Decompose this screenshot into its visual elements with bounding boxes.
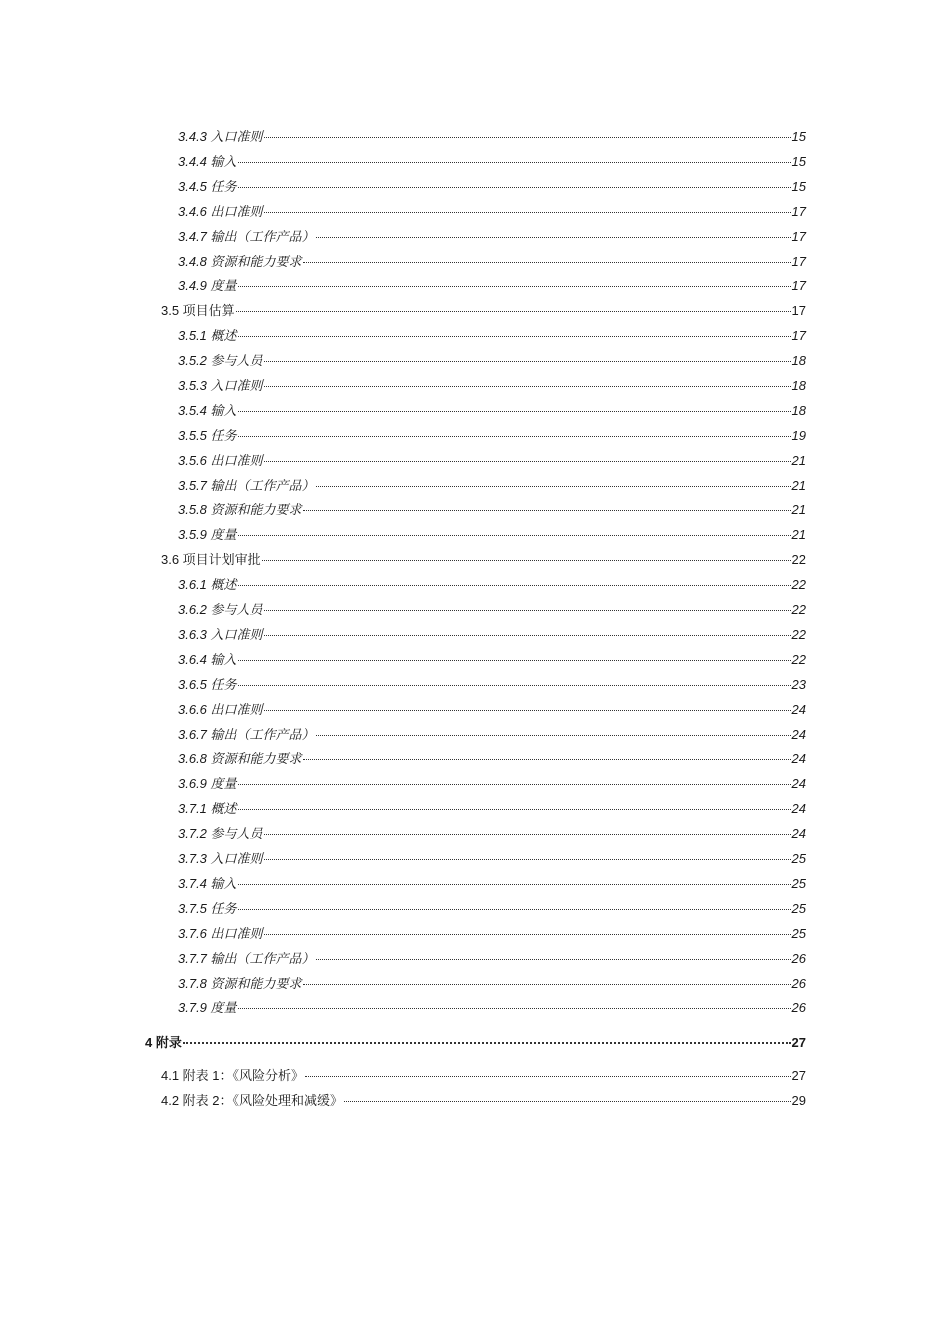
toc-page-number: 25 xyxy=(791,876,806,891)
toc-entry-3-5[interactable] xyxy=(161,300,806,320)
toc-entry-3-7-8[interactable] xyxy=(178,973,806,993)
toc-dot-leader xyxy=(238,895,791,910)
toc-page-number: 21 xyxy=(791,453,806,468)
toc-entry-3-6-5[interactable] xyxy=(178,674,806,694)
toc-page-number: 15 xyxy=(791,129,806,144)
toc-entry-title: 3.7.2 参与人员 xyxy=(178,826,263,841)
toc-page-number: 17 xyxy=(791,328,806,343)
toc-dot-leader xyxy=(264,820,791,835)
toc-dot-leader xyxy=(238,322,791,337)
toc-entry-title: 3.5.4 输入 xyxy=(178,403,237,418)
toc-entry-title: 3.5.9 度量 xyxy=(178,527,237,542)
toc-page-number: 17 xyxy=(791,303,806,318)
toc-page-number: 21 xyxy=(791,527,806,542)
toc-page-number: 22 xyxy=(791,552,806,567)
toc-entry-3-7-3[interactable] xyxy=(178,848,806,868)
toc-entry-3-4-8[interactable] xyxy=(178,251,806,271)
toc-entry-3-7-5[interactable] xyxy=(178,898,806,918)
toc-entry-3-7-7[interactable] xyxy=(178,948,806,968)
toc-entry-3-4-7[interactable] xyxy=(178,226,806,246)
toc-entry-title: 3.4.8 资源和能力要求 xyxy=(178,254,302,269)
toc-dot-leader xyxy=(316,945,791,960)
toc-page-number: 19 xyxy=(791,428,806,443)
toc-entry-3-6-4[interactable] xyxy=(178,649,806,669)
toc-page-number: 15 xyxy=(791,179,806,194)
toc-entry-title: 3.6.6 出口准则 xyxy=(178,702,263,717)
toc-dot-leader xyxy=(344,1087,791,1102)
toc-entry-title: 3.5.2 参与人员 xyxy=(178,353,263,368)
toc-entry-title: 3.6.8 资源和能力要求 xyxy=(178,751,302,766)
toc-entry-3-6-6[interactable] xyxy=(178,699,806,719)
toc-entry-3-5-2[interactable] xyxy=(178,350,806,370)
toc-entry-title: 3.4.6 出口准则 xyxy=(178,204,263,219)
toc-dot-leader xyxy=(238,994,791,1009)
toc-page-number: 27 xyxy=(791,1035,806,1050)
toc-dot-leader xyxy=(264,845,791,860)
toc-dot-leader xyxy=(236,297,791,312)
toc-page-number: 25 xyxy=(791,851,806,866)
toc-dot-leader xyxy=(264,198,791,213)
toc-entry-3-5-4[interactable] xyxy=(178,400,806,420)
toc-dot-leader xyxy=(238,870,791,885)
toc-entry-3-4-3[interactable] xyxy=(178,126,806,146)
toc-entry-3-7-4[interactable] xyxy=(178,873,806,893)
toc-entry-title: 3.7.8 资源和能力要求 xyxy=(178,976,302,991)
toc-entry-4-1[interactable] xyxy=(161,1065,806,1085)
toc-page-number: 18 xyxy=(791,403,806,418)
toc-entry-title: 3.5.3 入口准则 xyxy=(178,378,263,393)
toc-page-number: 27 xyxy=(791,1068,806,1083)
toc-entry-4[interactable] xyxy=(145,1031,806,1051)
toc-dot-leader xyxy=(316,223,791,238)
toc-dot-leader xyxy=(316,721,791,736)
toc-page-number: 26 xyxy=(791,976,806,991)
toc-page-number: 21 xyxy=(791,478,806,493)
toc-entry-title: 3.5 项目估算 xyxy=(161,303,235,318)
toc-page-number: 22 xyxy=(791,652,806,667)
toc-entry-3-4-5[interactable] xyxy=(178,176,806,196)
toc-dot-leader xyxy=(264,372,791,387)
toc-entry-title: 3.5.1 概述 xyxy=(178,328,237,343)
toc-entry-title: 4.1 附表 1：《风险分析》 xyxy=(161,1068,305,1083)
toc-entry-3-7-1[interactable] xyxy=(178,798,806,818)
toc-entry-title: 3.6.5 任务 xyxy=(178,677,237,692)
toc-dot-leader xyxy=(238,770,791,785)
toc-page-number: 24 xyxy=(791,751,806,766)
toc-dot-leader xyxy=(303,970,791,985)
toc-entry-3-5-7[interactable] xyxy=(178,475,806,495)
toc-entry-title: 3.6 项目计划审批 xyxy=(161,552,261,567)
toc-dot-leader xyxy=(238,422,791,437)
toc-dot-leader xyxy=(238,795,791,810)
toc-entry-title: 3.5.6 出口准则 xyxy=(178,453,263,468)
toc-page-number: 26 xyxy=(791,951,806,966)
toc-page-number: 22 xyxy=(791,627,806,642)
toc-entry-3-5-9[interactable] xyxy=(178,524,806,544)
toc-dot-leader xyxy=(264,596,791,611)
toc-dot-leader xyxy=(303,248,791,263)
toc-entry-3-4-6[interactable] xyxy=(178,201,806,221)
toc-entry-title: 3.6.1 概述 xyxy=(178,577,237,592)
toc-entry-title: 3.5.5 任务 xyxy=(178,428,237,443)
toc-dot-leader xyxy=(238,571,791,586)
toc-page-number: 26 xyxy=(791,1000,806,1015)
toc-dot-leader xyxy=(238,148,791,163)
toc-entry-title: 3.5.7 输出（工作产品） xyxy=(178,478,315,493)
toc-entry-3-5-1[interactable] xyxy=(178,325,806,345)
toc-page-number: 24 xyxy=(791,702,806,717)
toc-page-number: 15 xyxy=(791,154,806,169)
toc-entry-title: 4.2 附表 2：《风险处理和减缓》 xyxy=(161,1093,344,1108)
toc-page-number: 23 xyxy=(791,677,806,692)
toc-dot-leader xyxy=(305,1062,791,1077)
toc-dot-leader xyxy=(238,397,791,412)
toc-page-number: 24 xyxy=(791,776,806,791)
toc-page-number: 17 xyxy=(791,254,806,269)
toc-page-number: 25 xyxy=(791,926,806,941)
toc-dot-leader xyxy=(303,496,791,511)
toc-entry-title: 3.6.4 输入 xyxy=(178,652,237,667)
toc-dot-leader xyxy=(264,920,791,935)
toc-dot-leader xyxy=(238,646,791,661)
toc-dot-leader xyxy=(316,472,791,487)
toc-entry-3-6-2[interactable] xyxy=(178,599,806,619)
toc-entry-3-6-8[interactable] xyxy=(178,748,806,768)
toc-page-number: 24 xyxy=(791,801,806,816)
toc-page-number: 17 xyxy=(791,204,806,219)
toc-entry-title: 3.6.7 输出（工作产品） xyxy=(178,727,315,742)
toc-entry-3-6-9[interactable] xyxy=(178,773,806,793)
toc-page-number: 24 xyxy=(791,826,806,841)
toc-page-number: 18 xyxy=(791,353,806,368)
toc-entry-3-7-6[interactable] xyxy=(178,923,806,943)
toc-entry-title: 3.7.9 度量 xyxy=(178,1000,237,1015)
toc-dot-leader xyxy=(262,546,791,561)
toc-entry-3-5-5[interactable] xyxy=(178,425,806,445)
toc-dot-leader xyxy=(238,521,791,536)
toc-dot-leader xyxy=(303,745,791,760)
toc-dot-leader xyxy=(264,447,791,462)
toc-page-number: 17 xyxy=(791,229,806,244)
toc-page-number: 17 xyxy=(791,278,806,293)
toc-entry-title: 3.6.3 入口准则 xyxy=(178,627,263,642)
toc-page-number: 18 xyxy=(791,378,806,393)
toc-entry-3-6-7[interactable] xyxy=(178,724,806,744)
toc-entry-3-5-3[interactable] xyxy=(178,375,806,395)
toc-entry-3-6-3[interactable] xyxy=(178,624,806,644)
toc-dot-leader xyxy=(238,671,791,686)
toc-entry-title: 3.5.8 资源和能力要求 xyxy=(178,502,302,517)
toc-page-number: 22 xyxy=(791,577,806,592)
toc-entry-title: 3.7.3 入口准则 xyxy=(178,851,263,866)
toc-dot-leader xyxy=(264,123,791,138)
toc-entry-3-6[interactable] xyxy=(161,549,806,569)
toc-entry-3-4-4[interactable] xyxy=(178,151,806,171)
toc-entry-title: 3.6.9 度量 xyxy=(178,776,237,791)
toc-entry-title: 3.4.9 度量 xyxy=(178,278,237,293)
toc-entry-3-7-2[interactable] xyxy=(178,823,806,843)
toc-dot-leader xyxy=(238,173,791,188)
toc-entry-title: 4 附录 xyxy=(145,1035,182,1050)
toc-entry-title: 3.4.7 输出（工作产品） xyxy=(178,229,315,244)
toc-entry-title: 3.7.5 任务 xyxy=(178,901,237,916)
toc-entry-3-4-9[interactable] xyxy=(178,275,806,295)
toc-entry-title: 3.6.2 参与人员 xyxy=(178,602,263,617)
toc-page-number: 25 xyxy=(791,901,806,916)
toc-entry-3-6-1[interactable] xyxy=(178,574,806,594)
toc-entry-3-7-9[interactable] xyxy=(178,997,806,1017)
toc-entry-title: 3.4.5 任务 xyxy=(178,179,237,194)
toc-page-number: 29 xyxy=(791,1093,806,1108)
toc-entry-title: 3.7.6 出口准则 xyxy=(178,926,263,941)
toc-dot-leader xyxy=(264,696,791,711)
toc-entry-3-5-8[interactable] xyxy=(178,499,806,519)
toc-entry-3-5-6[interactable] xyxy=(178,450,806,470)
toc-page-number: 22 xyxy=(791,602,806,617)
toc-entry-title: 3.4.4 输入 xyxy=(178,154,237,169)
toc-entry-title: 3.7.4 输入 xyxy=(178,876,237,891)
toc-dot-leader xyxy=(264,347,791,362)
toc-entry-title: 3.4.3 入口准则 xyxy=(178,129,263,144)
toc-dot-leader xyxy=(183,1028,791,1044)
toc-dot-leader xyxy=(238,272,791,287)
toc-entry-title: 3.7.7 输出（工作产品） xyxy=(178,951,315,966)
toc-entry-title: 3.7.1 概述 xyxy=(178,801,237,816)
toc-entry-4-2[interactable] xyxy=(161,1090,806,1110)
toc-dot-leader xyxy=(264,621,791,636)
toc-page-number: 24 xyxy=(791,727,806,742)
toc-page-number: 21 xyxy=(791,502,806,517)
